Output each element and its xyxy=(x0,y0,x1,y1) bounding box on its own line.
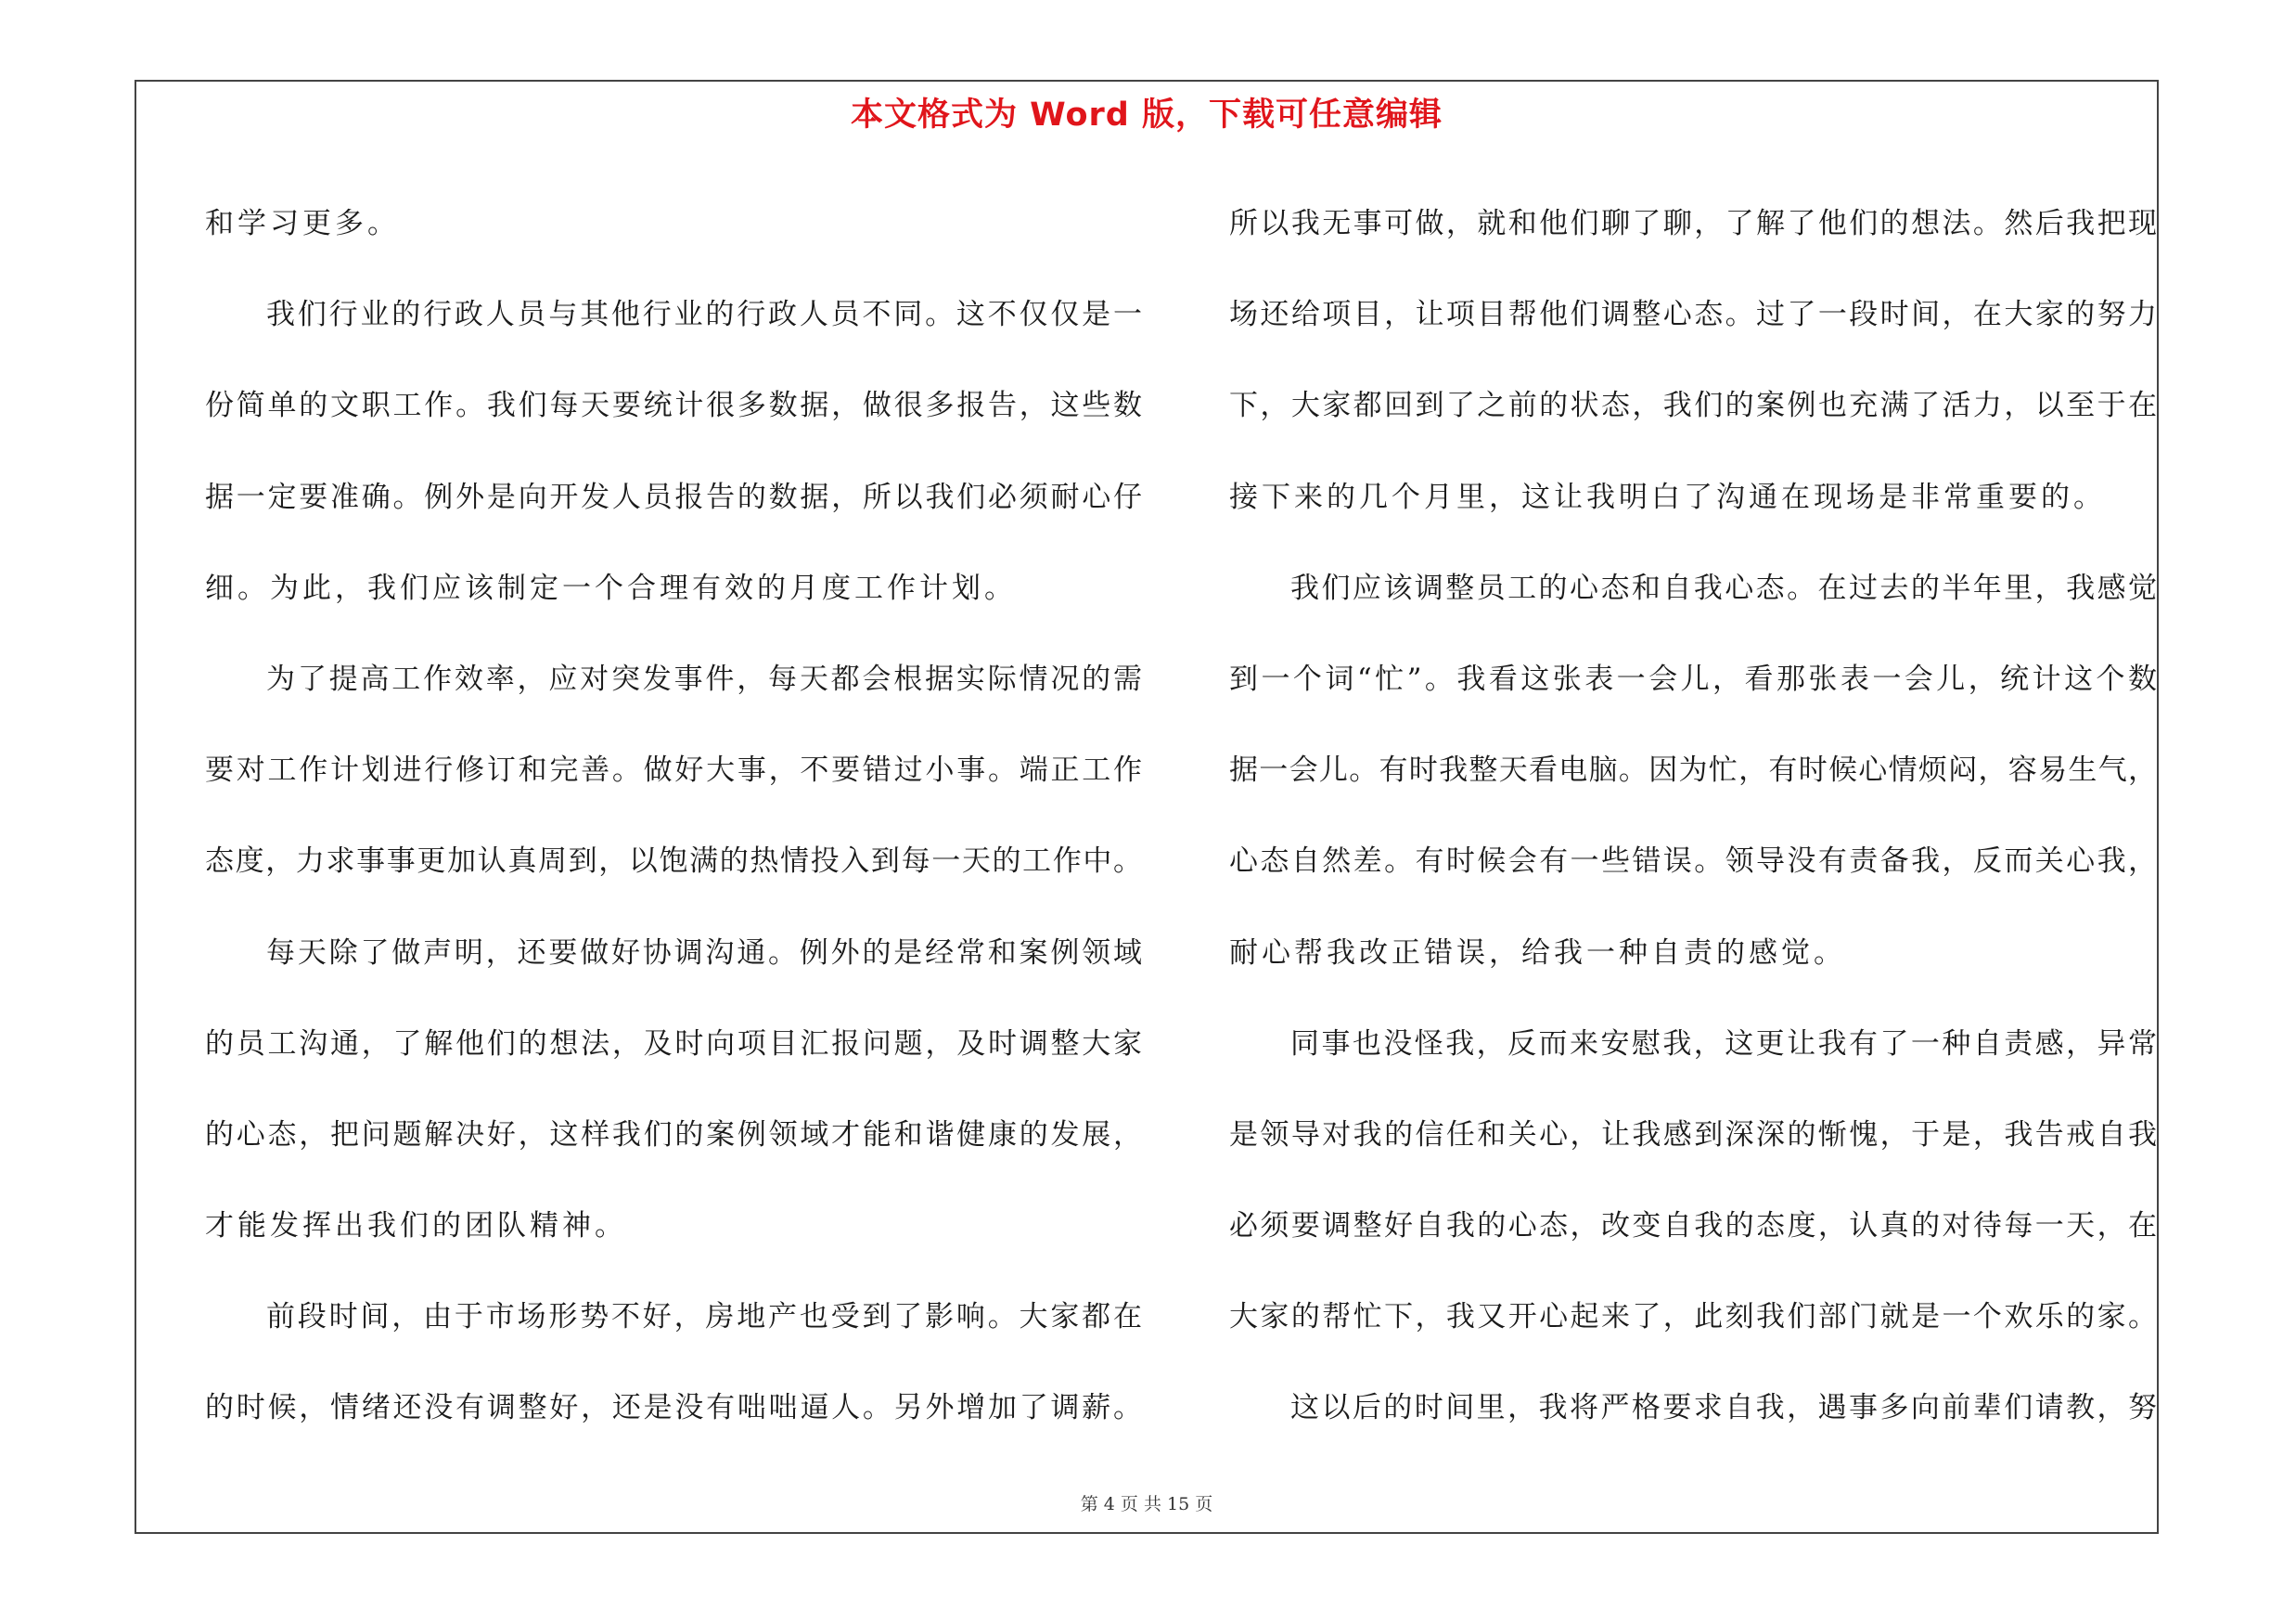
text-line: 是领导对我的信任和关心，让我感到深深的惭愧，于是，我告戒自我 xyxy=(1229,1117,2157,1152)
text-line: 同事也没怪我，反而来安慰我，这更让我有了一种自责感，异常 xyxy=(1290,1026,2157,1061)
text-line: 份简单的文职工作。我们每天要统计很多数据，做很多报告，这些数 xyxy=(205,389,1142,423)
text-line: 的员工沟通，了解他们的想法，及时向项目汇报问题，及时调整大家 xyxy=(205,1026,1142,1061)
text-line: 要对工作计划进行修订和完善。做好大事，不要错过小事。端正工作 xyxy=(205,754,1142,788)
text-line: 所以我无事可做，就和他们聊了聊，了解了他们的想法。然后我把现 xyxy=(1229,207,2157,240)
text-line: 场还给项目，让项目帮他们调整心态。过了一段时间，在大家的努力 xyxy=(1229,298,2157,332)
text-line: 接下来的几个月里，这让我明白了沟通在现场是非常重要的。 xyxy=(1229,480,2106,514)
text-line: 的心态，把问题解决好，这样我们的案例领域才能和谐健康的发展， xyxy=(205,1117,1142,1152)
text-line: 才能发挥出我们的团队精神。 xyxy=(205,1209,627,1243)
text-line: 到一个词“忙”。我看这张表一会儿，看那张表一会儿，统计这个数 xyxy=(1229,662,2157,696)
text-line: 心态自然差。有时候会有一些错误。领导没有责备我，反而关心我， xyxy=(1229,844,2157,879)
text-line: 为了提高工作效率，应对突发事件，每天都会根据实际情况的需 xyxy=(266,662,1142,696)
text-line: 这以后的时间里，我将严格要求自我，遇事多向前辈们请教，努 xyxy=(1290,1391,2157,1425)
text-line: 据一会儿。有时我整天看电脑。因为忙，有时候心情烦闷，容易生气， xyxy=(1229,754,2157,788)
text-line: 耐心帮我改正错误，给我一种自责的感觉。 xyxy=(1229,935,1846,970)
text-line: 每天除了做声明，还要做好协调沟通。例外的是经常和案例领域 xyxy=(266,935,1142,970)
text-line: 细。为此，我们应该制定一个合理有效的月度工作计划。 xyxy=(205,571,1017,605)
text-line: 前段时间，由于市场形势不好，房地产也受到了影响。大家都在 xyxy=(266,1300,1142,1334)
text-line: 我们应该调整员工的心态和自我心态。在过去的半年里，我感觉 xyxy=(1290,571,2157,605)
text-line: 态度，力求事事更加认真周到，以饱满的热情投入到每一天的工作中。 xyxy=(205,844,1142,879)
right-text-column xyxy=(1229,178,2157,1454)
text-line: 必须要调整好自我的心态，改变自我的态度，认真的对待每一天，在 xyxy=(1229,1209,2157,1243)
left-text-column xyxy=(205,178,1142,1454)
text-line: 的时候，情绪还没有调整好，还是没有咄咄逼人。另外增加了调薪。 xyxy=(205,1391,1142,1425)
word-format-banner: 本文格式为 Word 版，下载可任意编辑 xyxy=(850,97,1443,134)
page-frame xyxy=(135,80,2159,1534)
text-line: 我们行业的行政人员与其他行业的行政人员不同。这不仅仅是一 xyxy=(266,298,1142,332)
text-line: 据一定要准确。例外是向开发人员报告的数据，所以我们必须耐心仔 xyxy=(205,480,1142,514)
text-line: 和学习更多。 xyxy=(205,207,400,240)
page-number-footer: 第 4 页 共 15 页 xyxy=(1080,1494,1213,1514)
text-line: 下，大家都回到了之前的状态，我们的案例也充满了活力，以至于在 xyxy=(1229,389,2157,423)
text-line: 大家的帮忙下，我又开心起来了，此刻我们部门就是一个欢乐的家。 xyxy=(1229,1300,2157,1334)
